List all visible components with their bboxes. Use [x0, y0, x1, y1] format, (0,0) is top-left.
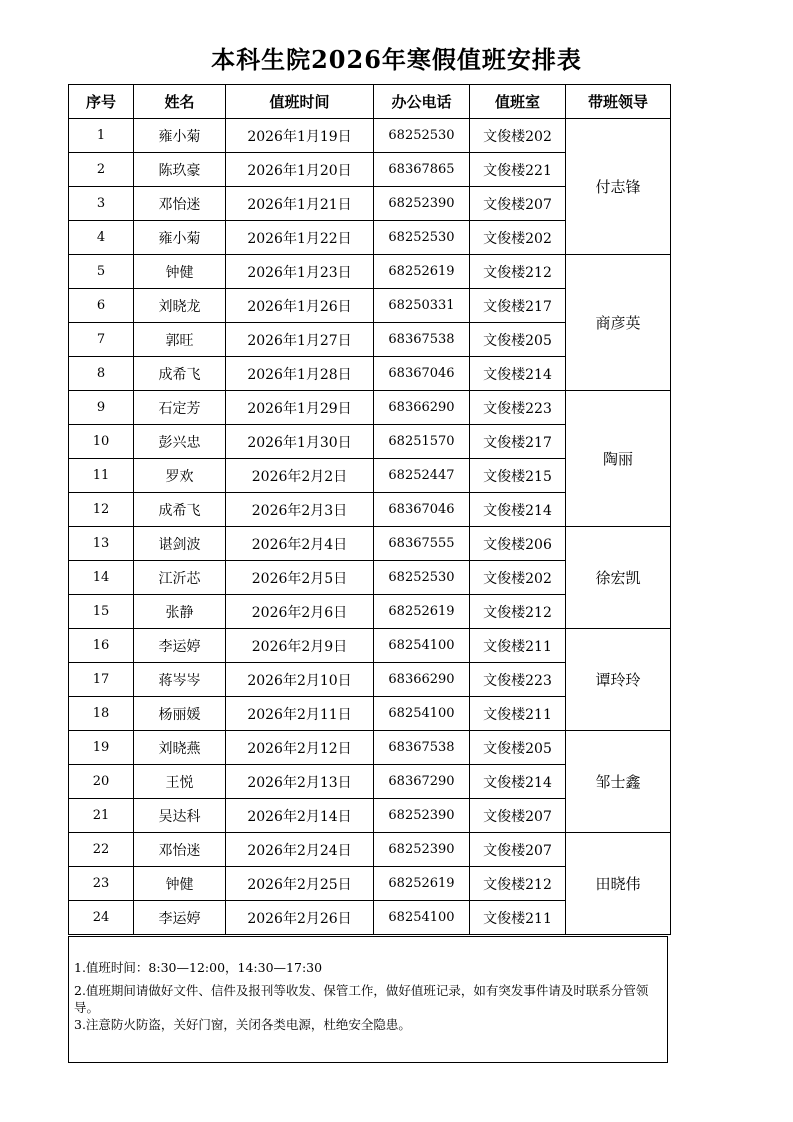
- date-cell: 2026年1月28日: [226, 357, 374, 391]
- room-cell: 文俊楼215: [470, 459, 566, 493]
- index-cell: 1: [69, 119, 134, 153]
- index-cell: 23: [69, 867, 134, 901]
- leader-cell: 商彦英: [566, 255, 671, 391]
- index-cell: 11: [69, 459, 134, 493]
- index-cell: 18: [69, 697, 134, 731]
- date-cell: 2026年1月29日: [226, 391, 374, 425]
- room-cell: 文俊楼221: [470, 153, 566, 187]
- name-cell: 张静: [134, 595, 226, 629]
- header-leader: 带班领导: [566, 85, 671, 119]
- date-cell: 2026年2月11日: [226, 697, 374, 731]
- date-cell: 2026年2月5日: [226, 561, 374, 595]
- phone-cell: 68366290: [374, 391, 470, 425]
- index-cell: 19: [69, 731, 134, 765]
- phone-cell: 68250331: [374, 289, 470, 323]
- name-cell: 邓怡迷: [134, 833, 226, 867]
- table-row: [69, 629, 671, 663]
- name-cell: 成希飞: [134, 493, 226, 527]
- date-cell: 2026年1月30日: [226, 425, 374, 459]
- date-cell: 2026年2月25日: [226, 867, 374, 901]
- phone-cell: 68367290: [374, 765, 470, 799]
- table-row: [69, 255, 671, 289]
- name-cell: 刘晓燕: [134, 731, 226, 765]
- date-cell: 2026年2月13日: [226, 765, 374, 799]
- date-cell: 2026年2月26日: [226, 901, 374, 935]
- room-cell: 文俊楼214: [470, 357, 566, 391]
- name-cell: 邓怡迷: [134, 187, 226, 221]
- phone-cell: 68254100: [374, 629, 470, 663]
- phone-cell: 68252530: [374, 561, 470, 595]
- room-cell: 文俊楼202: [470, 221, 566, 255]
- phone-cell: 68252619: [374, 595, 470, 629]
- room-cell: 文俊楼207: [470, 799, 566, 833]
- room-cell: 文俊楼212: [470, 595, 566, 629]
- name-cell: 成希飞: [134, 357, 226, 391]
- room-cell: 文俊楼211: [470, 697, 566, 731]
- phone-cell: 68252390: [374, 799, 470, 833]
- room-cell: 文俊楼207: [470, 833, 566, 867]
- index-cell: 10: [69, 425, 134, 459]
- header-duty-room: 值班室: [470, 85, 566, 119]
- leader-cell: 谭玲玲: [566, 629, 671, 731]
- room-cell: 文俊楼206: [470, 527, 566, 561]
- phone-cell: 68254100: [374, 697, 470, 731]
- note-item: 1.值班时间：8:30—12:00，14:30—17:30: [74, 960, 323, 975]
- name-cell: 江沂芯: [134, 561, 226, 595]
- table-row: [69, 119, 671, 153]
- room-cell: 文俊楼217: [470, 289, 566, 323]
- date-cell: 2026年2月3日: [226, 493, 374, 527]
- index-cell: 22: [69, 833, 134, 867]
- name-cell: 雍小菊: [134, 221, 226, 255]
- name-cell: 罗欢: [134, 459, 226, 493]
- phone-cell: 68252619: [374, 255, 470, 289]
- name-cell: 吴达科: [134, 799, 226, 833]
- table-row: [69, 731, 671, 765]
- date-cell: 2026年2月12日: [226, 731, 374, 765]
- name-cell: 杨丽媛: [134, 697, 226, 731]
- date-cell: 2026年1月20日: [226, 153, 374, 187]
- phone-cell: 68367538: [374, 731, 470, 765]
- date-cell: 2026年2月14日: [226, 799, 374, 833]
- date-cell: 2026年1月23日: [226, 255, 374, 289]
- note-item: 2.值班期间请做好文件、信件及报刊等收发、保管工作，做好值班记录，如有突发事件请及时联系分管领导。: [74, 983, 649, 1015]
- index-cell: 7: [69, 323, 134, 357]
- table-header-row: [69, 85, 671, 119]
- phone-cell: 68367865: [374, 153, 470, 187]
- date-cell: 2026年2月9日: [226, 629, 374, 663]
- date-cell: 2026年1月19日: [226, 119, 374, 153]
- table-row: [69, 527, 671, 561]
- header-office-phone: 办公电话: [374, 85, 470, 119]
- page-title: 本科生院2026年寒假值班安排表: [211, 45, 582, 74]
- header-index: 序号: [69, 85, 134, 119]
- phone-cell: 68252447: [374, 459, 470, 493]
- room-cell: 文俊楼205: [470, 323, 566, 357]
- phone-cell: 68252619: [374, 867, 470, 901]
- index-cell: 5: [69, 255, 134, 289]
- date-cell: 2026年1月26日: [226, 289, 374, 323]
- name-cell: 钟健: [134, 255, 226, 289]
- name-cell: 雍小菊: [134, 119, 226, 153]
- phone-cell: 68252530: [374, 221, 470, 255]
- index-cell: 24: [69, 901, 134, 935]
- room-cell: 文俊楼205: [470, 731, 566, 765]
- duty-schedule-table: [68, 84, 671, 935]
- phone-cell: 68367538: [374, 323, 470, 357]
- name-cell: 石定芳: [134, 391, 226, 425]
- header-duty-date: 值班时间: [226, 85, 374, 119]
- index-cell: 15: [69, 595, 134, 629]
- room-cell: 文俊楼202: [470, 561, 566, 595]
- phone-cell: 68252390: [374, 187, 470, 221]
- date-cell: 2026年2月4日: [226, 527, 374, 561]
- name-cell: 李运婷: [134, 901, 226, 935]
- phone-cell: 68252390: [374, 833, 470, 867]
- room-cell: 文俊楼223: [470, 391, 566, 425]
- table-body: [69, 119, 671, 935]
- index-cell: 2: [69, 153, 134, 187]
- room-cell: 文俊楼217: [470, 425, 566, 459]
- header-name: 姓名: [134, 85, 226, 119]
- index-cell: 13: [69, 527, 134, 561]
- phone-cell: 68367555: [374, 527, 470, 561]
- index-cell: 16: [69, 629, 134, 663]
- index-cell: 6: [69, 289, 134, 323]
- index-cell: 8: [69, 357, 134, 391]
- name-cell: 李运婷: [134, 629, 226, 663]
- index-cell: 17: [69, 663, 134, 697]
- table-row: [69, 833, 671, 867]
- name-cell: 陈玖豪: [134, 153, 226, 187]
- leader-cell: 田晓伟: [566, 833, 671, 935]
- index-cell: 4: [69, 221, 134, 255]
- room-cell: 文俊楼214: [470, 765, 566, 799]
- leader-cell: 付志锋: [566, 119, 671, 255]
- notes-box: [68, 936, 668, 1063]
- room-cell: 文俊楼211: [470, 629, 566, 663]
- phone-cell: 68367046: [374, 357, 470, 391]
- date-cell: 2026年1月22日: [226, 221, 374, 255]
- room-cell: 文俊楼212: [470, 867, 566, 901]
- name-cell: 钟健: [134, 867, 226, 901]
- phone-cell: 68252530: [374, 119, 470, 153]
- name-cell: 郭旺: [134, 323, 226, 357]
- table-row: [69, 391, 671, 425]
- index-cell: 20: [69, 765, 134, 799]
- date-cell: 2026年2月2日: [226, 459, 374, 493]
- date-cell: 2026年2月24日: [226, 833, 374, 867]
- date-cell: 2026年1月27日: [226, 323, 374, 357]
- name-cell: 彭兴忠: [134, 425, 226, 459]
- leader-cell: 陶丽: [566, 391, 671, 527]
- room-cell: 文俊楼211: [470, 901, 566, 935]
- room-cell: 文俊楼207: [470, 187, 566, 221]
- name-cell: 谌剑波: [134, 527, 226, 561]
- phone-cell: 68254100: [374, 901, 470, 935]
- phone-cell: 68367046: [374, 493, 470, 527]
- phone-cell: 68366290: [374, 663, 470, 697]
- date-cell: 2026年2月10日: [226, 663, 374, 697]
- name-cell: 蒋岑岑: [134, 663, 226, 697]
- phone-cell: 68251570: [374, 425, 470, 459]
- index-cell: 9: [69, 391, 134, 425]
- note-item: 3.注意防火防盗，关好门窗，关闭各类电源，杜绝安全隐患。: [74, 1017, 411, 1032]
- index-cell: 21: [69, 799, 134, 833]
- leader-cell: 徐宏凯: [566, 527, 671, 629]
- name-cell: 刘晓龙: [134, 289, 226, 323]
- date-cell: 2026年1月21日: [226, 187, 374, 221]
- room-cell: 文俊楼223: [470, 663, 566, 697]
- index-cell: 12: [69, 493, 134, 527]
- name-cell: 王悦: [134, 765, 226, 799]
- room-cell: 文俊楼212: [470, 255, 566, 289]
- index-cell: 14: [69, 561, 134, 595]
- room-cell: 文俊楼202: [470, 119, 566, 153]
- room-cell: 文俊楼214: [470, 493, 566, 527]
- date-cell: 2026年2月6日: [226, 595, 374, 629]
- leader-cell: 邹士鑫: [566, 731, 671, 833]
- index-cell: 3: [69, 187, 134, 221]
